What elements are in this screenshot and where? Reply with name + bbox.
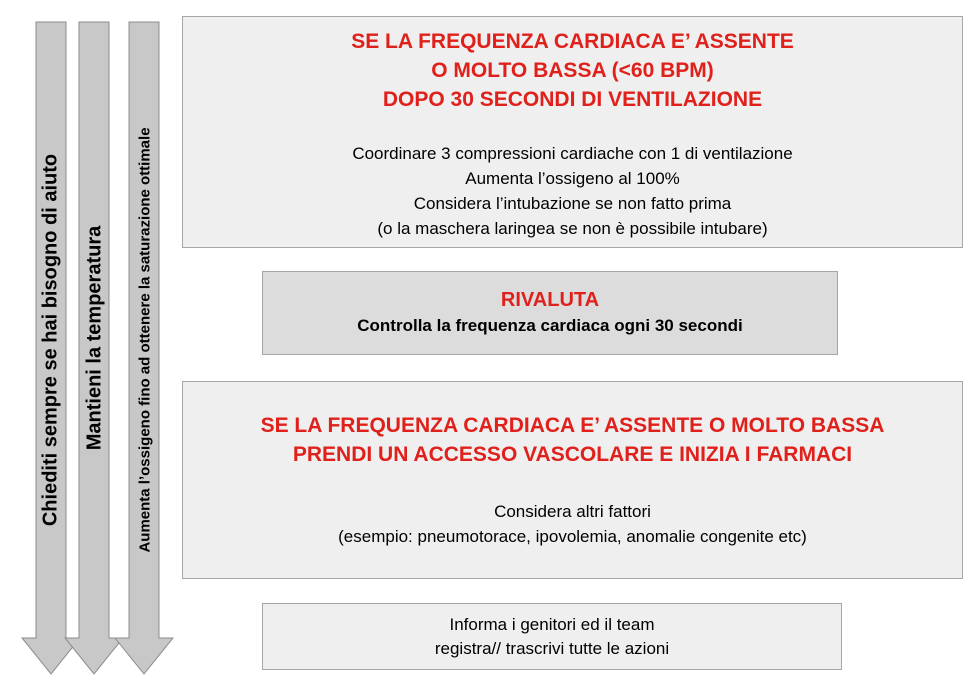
box1-title (183, 27, 962, 114)
box-vascular-access-drugs (182, 381, 963, 579)
box3-title-line: PRENDI UN ACCESSO VASCOLARE E INIZIA I FARMACI (292, 443, 853, 466)
box3-body-line: Considera altri fattori (494, 502, 651, 521)
box1-title-line: SE LA FREQUENZA CARDIACA E’ ASSENTE (351, 30, 794, 53)
box3-title-line: SE LA FREQUENZA CARDIACA E’ ASSENTE O MOLTO BASSA (260, 414, 885, 437)
box4-body (263, 613, 841, 661)
box3-title (183, 411, 962, 469)
box1-body-line: Aumenta l’ossigeno al 100% (465, 169, 680, 188)
box4-line: registra// trascrivi tutte le azioni (434, 639, 670, 658)
box4-line: Informa i genitori ed il team (449, 615, 655, 634)
box1-title-line: DOPO 30 SECONDI DI VENTILAZIONE (382, 88, 763, 111)
box1-title-line: O MOLTO BASSA (<60 BPM) (431, 59, 714, 82)
box2-body: Controlla la frequenza cardiaca ogni 30 secondi (357, 316, 743, 335)
box-reassess (262, 271, 838, 355)
box1-body-line: (o la maschera laringea se non è possibile intubare) (377, 219, 768, 238)
box1-body-line: Considera l’intubazione se non fatto prima (413, 194, 732, 213)
box1-body-line: Coordinare 3 compressioni cardiache con 1 di ventilazione (352, 144, 793, 163)
box-inform-parents (262, 603, 842, 670)
arrow-right-label: Aumenta l’ossigeno fino ad ottenere la saturazione ottimale (136, 127, 154, 553)
box2-title: RIVALUTA (500, 289, 600, 311)
box1-body (183, 141, 962, 241)
box-no-heartrate-after-ventilation (182, 16, 963, 248)
box3-body (183, 499, 962, 549)
arrow-middle-label: Mantieni la temperatura (83, 225, 106, 451)
arrow-left-label: Chiediti sempre se hai bisogno di aiuto (39, 153, 62, 527)
box3-body-line: (esempio: pneumotorace, ipovolemia, anomalie congenite etc) (338, 527, 807, 546)
